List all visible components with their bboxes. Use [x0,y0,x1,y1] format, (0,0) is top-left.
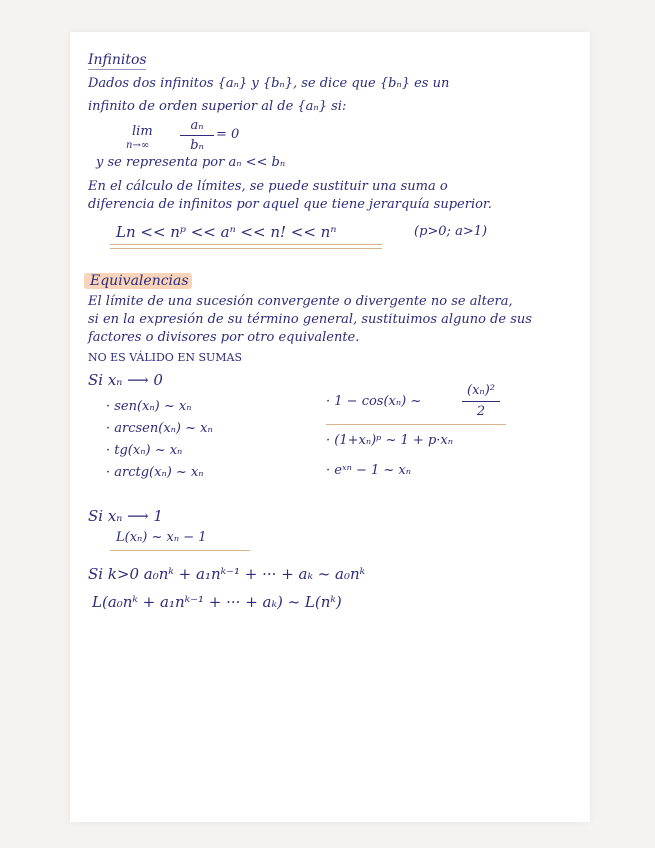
equiv-arcsen: · arcsen(xₙ) ~ xₙ [106,421,213,437]
equiv-log: L(xₙ) ~ xₙ − 1 [116,530,207,545]
calculation-line-1: En el cálculo de límites, se puede sustituir una suma o [88,179,448,194]
representation-line: y se representa por aₙ << bₙ [96,155,286,170]
case-k-positive: Si k>0 a₀nᵏ + a₁nᵏ⁻¹ + ··· + aₖ ~ a₀nᵏ [88,565,366,583]
equiv-cos-lhs: · 1 − cos(xₙ) ~ [326,394,421,410]
limit-denominator: bₙ [190,138,204,153]
fraction-bar [180,135,214,136]
equiv-cos-fraction [462,382,500,422]
equiv-arctg: · arctg(xₙ) ~ xₙ [106,465,204,481]
equiv-tg: · tg(xₙ) ~ xₙ [106,443,182,459]
limit-equals-zero: = 0 [216,127,240,142]
case-xn-to-one: Si xₙ ⟶ 1 [88,507,163,525]
equivalence-text-line-1: El límite de una sucesión convergente o divergente no se altera, [88,294,513,309]
hierarchy-underline-2 [110,248,382,249]
hierarchy-underline-1 [110,244,382,245]
equivalence-text-line-2: si en la expresión de su término general, sustituimos alguno de sus [88,312,532,327]
equiv-cos-numerator: (xₙ)² [467,383,495,398]
calculation-line-2: diferencia de infinitos por aquel que tiene jerarquía superior. [88,197,492,212]
equiv-cos-underline [326,424,506,425]
limit-word: lim [132,124,153,139]
limit-subscript: n→∞ [126,140,150,151]
title-underline [88,69,146,70]
equivalence-text-line-3: factores o divisores por otro equivalente. [88,330,360,345]
section-title-infinitos: Infinitos [88,52,147,68]
notes-page [70,32,590,822]
section-title-equivalencias: Equivalencias [90,273,189,289]
definition-line-1: Dados dos infinitos {aₙ} y {bₙ}, se dice que {bₙ} es un [88,76,450,91]
equiv-cos-denominator: 2 [476,404,486,419]
case-xn-to-zero: Si xₙ ⟶ 0 [88,371,163,389]
equiv-log-polynomial: L(a₀nᵏ + a₁nᵏ⁻¹ + ··· + aₖ) ~ L(nᵏ) [92,593,342,611]
definition-line-2: infinito de orden superior al de {aₙ} si: [88,99,347,114]
limit-numerator: aₙ [190,118,204,133]
equiv-log-underline [110,550,250,551]
fraction-bar [462,401,500,402]
equiv-power: · (1+xₙ)ᵖ ~ 1 + p·xₙ [326,433,453,449]
hierarchy-condition: (p>0; a>1) [414,224,488,239]
equiv-exp: · eˣⁿ − 1 ~ xₙ [326,463,411,479]
hierarchy-chain: Ln << nᵖ << aⁿ << n! << nⁿ [116,223,337,241]
equiv-sen: · sen(xₙ) ~ xₙ [106,399,192,415]
limit-fraction [180,116,214,154]
not-valid-in-sums: NO ES VÁLIDO EN SUMAS [88,351,243,364]
